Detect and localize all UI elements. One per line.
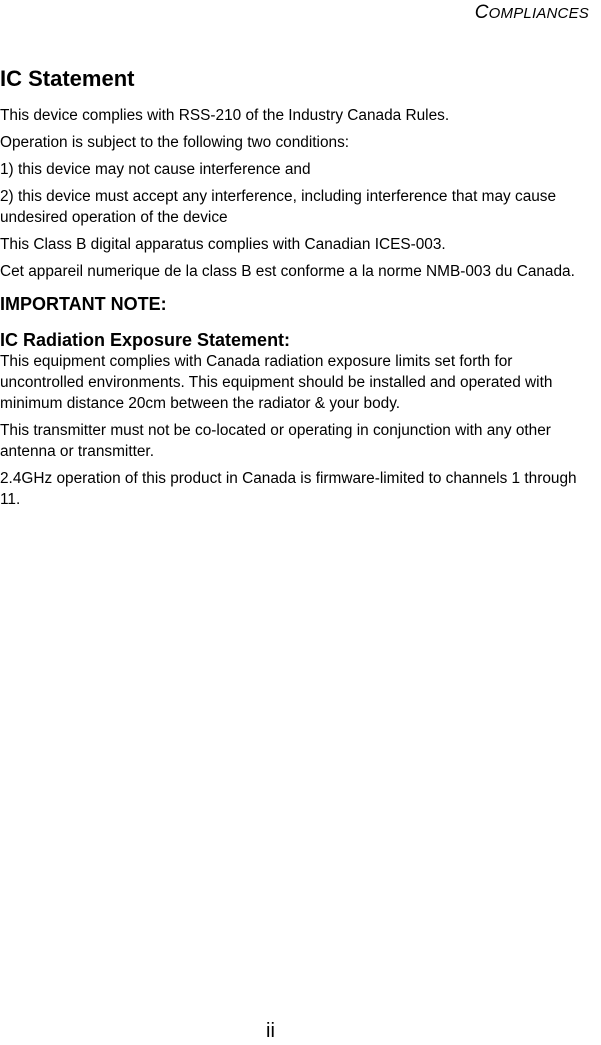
ic-statement-paragraph-2: Operation is subject to the following two conditions:: [0, 134, 350, 151]
radiation-exposure-heading: IC Radiation Exposure Statement:: [0, 330, 291, 350]
radiation-paragraph-1: This equipment complies with Canada radiation exposure limits set forth for uncontrolled environments. This equipment should be installed and operated with minimum distance 20cm between the radiator & your body.: [0, 353, 553, 412]
ic-statement-paragraph-1: This device complies with RSS-210 of the Industry Canada Rules.: [0, 107, 450, 124]
running-header-initial: C: [474, 2, 489, 23]
ic-statement-class-b-french: Cet appareil numerique de la class B est conforme a la norme NMB-003 du Canada.: [0, 263, 575, 280]
radiation-paragraph-3: 2.4GHz operation of this product in Canada is firmware-limited to channels 1 through 11.: [0, 470, 577, 508]
important-note-heading: IMPORTANT NOTE:: [0, 294, 167, 314]
ic-statement-condition-2: 2) this device must accept any interference, including interference that may cause undesired operation of the device: [0, 188, 557, 226]
running-header-rest: OMPLIANCES: [488, 5, 589, 22]
radiation-paragraph-2: This transmitter must not be co-located or operating in conjunction with any other antenna or transmitter.: [0, 422, 551, 460]
ic-statement-heading: IC Statement: [0, 66, 135, 91]
ic-statement-class-b-english: This Class B digital apparatus complies with Canadian ICES-003.: [0, 236, 446, 253]
page-number: ii: [266, 1020, 275, 1042]
ic-statement-condition-1: 1) this device may not cause interference and: [0, 161, 311, 178]
page-content: [0, 66, 597, 516]
running-header: [475, 2, 589, 24]
